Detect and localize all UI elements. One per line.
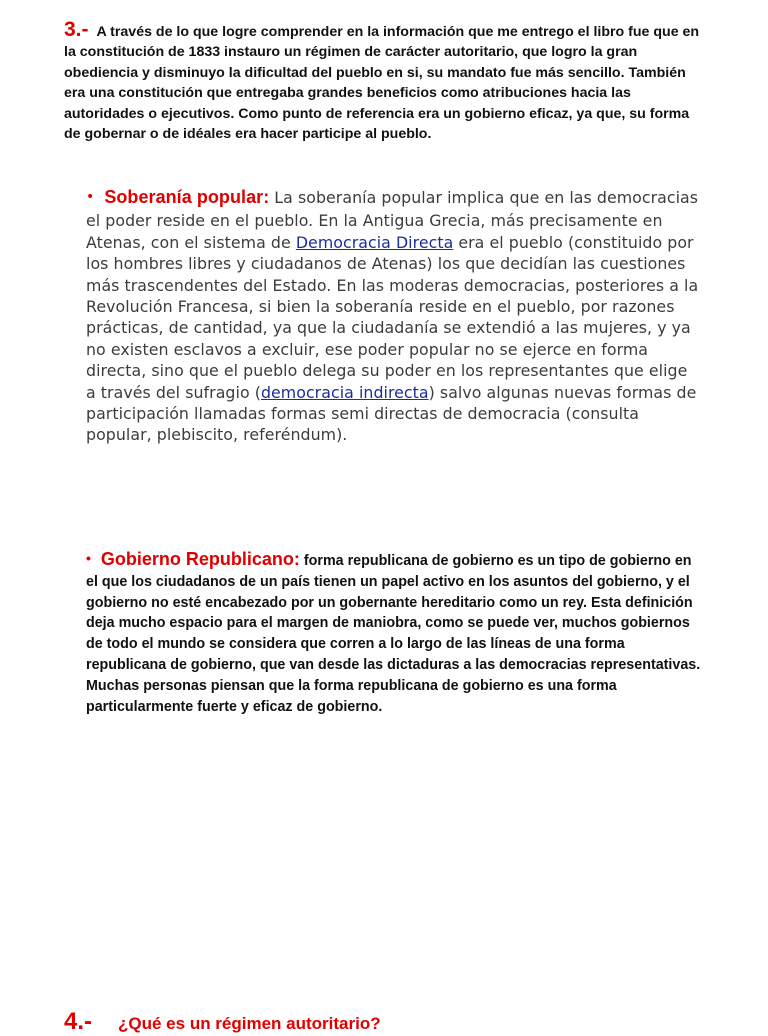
- section-3-paragraph: [64, 20, 704, 144]
- section-3-number: 3.-: [64, 18, 89, 41]
- democracia-indirecta-link[interactable]: democracia indirecta: [260, 382, 429, 402]
- bullet-icon: •: [86, 189, 95, 205]
- section-4-question: ¿Qué es un régimen autoritario?: [118, 1014, 381, 1033]
- soberania-text-3: ) salvo algunas nuevas formas de participación llamadas formas semi directas de democracia (consulta popular, plebiscito, referéndum).: [86, 382, 697, 445]
- section-4-number: 4.-: [64, 1008, 93, 1035]
- section-3-text: A través de lo que logre comprender en la información que me entrego el libro fue que en la constitución de 1833 instauro un régimen de carácter autoritario, que logro la gran obediencia y disminuyo la dificultad del pueblo en si, su mandato fue más sencillo. También era una constitución que entregaba grandes beneficios como atribuciones hacia las autoridades o ejecutivos. Como punto de referencia era un gobierno eficaz, ya que, su forma de gobernar o de idéales era hacer participe al pueblo.: [64, 24, 700, 143]
- soberania-text-1: La soberanía popular implica que en las democracias el poder reside en el pueblo. En la Antigua Grecia, más precisamente en Atenas, con el sistema de: [86, 188, 699, 252]
- section-4-heading: [64, 1008, 704, 1036]
- soberania-popular-item: [86, 187, 701, 446]
- soberania-popular-heading: Soberanía popular:: [104, 187, 270, 207]
- gobierno-republicano-item: [86, 549, 701, 717]
- bullet-icon: •: [86, 550, 91, 566]
- soberania-text-2: era el pueblo (constituido por los hombres libres y ciudadanos de Atenas) los que decidían las cuestiones más trascendentes del Estado. En las moderas democracias, posteriores a la Revolución Francesa, si bien la soberanía reside en el pueblo, por razones prácticas, de cantidad, ya que la ciudadanía se extendió a las mujeres, y ya no existen esclavos a excluir, ese poder popular no se ejerce en forma directa, sino que el pueblo delega su poder en los representantes que elige a través del sufragio (: [86, 232, 699, 402]
- democracia-directa-link[interactable]: Democracia Directa: [295, 232, 454, 252]
- gobierno-republicano-text: forma republicana de gobierno es un tipo de gobierno en el que los ciudadanos de un país tienen un papel activo en los asuntos del gobierno, y el gobierno no esté encabezado por un gobernante hereditario como un rey. Esta definición deja mucho espacio para el margen de maniobra, como se puede ver, muchos gobiernos de todo el mundo se considera que corren a lo largo de las líneas de una forma republicana de gobierno, que van desde las dictaduras a las democracias representativas. Muchas personas piensan que la forma republicana de gobierno es una forma particularmente fuerte y eficaz de gobierno.: [86, 553, 701, 715]
- gobierno-republicano-heading: Gobierno Republicano:: [100, 549, 300, 569]
